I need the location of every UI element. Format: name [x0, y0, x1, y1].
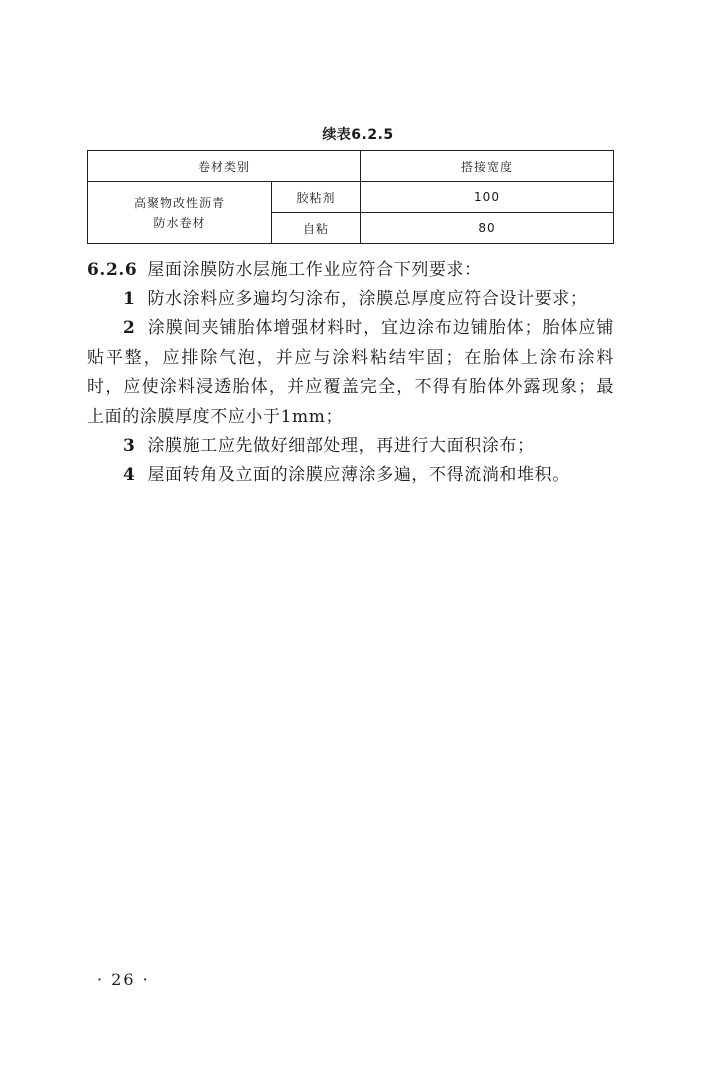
item-text: 涂膜施工应先做好细部处理，再进行大面积涂布； [147, 436, 535, 456]
item-text: 涂膜间夹铺胎体增强材料时，宜边涂布边铺胎体；胎体应铺贴平整，应排除气泡，并应与涂料粘结牢固；在胎体上涂布涂料时，应使涂料浸透胎体，并应覆盖完全，不得有胎体外露现象；最上面的涂膜厚度不应小于1mm； [87, 318, 614, 427]
category-line-1: 高聚物改性沥青 [133, 195, 225, 210]
list-item [87, 461, 614, 491]
clause-number: 6.2.6 [87, 260, 138, 280]
lap-width-cell: 80 [361, 213, 614, 244]
lap-width-table [87, 150, 614, 244]
list-item [87, 285, 614, 315]
clause-title: 屋面涂膜防水层施工作业应符合下列要求： [147, 260, 482, 280]
table-caption: 续表6.2.5 [322, 127, 394, 143]
material-category-cell [88, 182, 272, 244]
item-text: 防水涂料应多遍均匀涂布，涂膜总厚度应符合设计要求； [147, 289, 588, 309]
item-number: 3 [123, 436, 136, 456]
bond-type-cell: 自粘 [272, 213, 361, 244]
category-line-2: 防水卷材 [153, 215, 206, 230]
item-number: 2 [123, 318, 136, 338]
table-row [88, 182, 614, 213]
list-item [87, 314, 614, 432]
table-header-row [88, 151, 614, 182]
bond-type-cell: 胶粘剂 [272, 182, 361, 213]
list-item [87, 432, 614, 462]
lap-width-cell: 100 [361, 182, 614, 213]
header-lap-width: 搭接宽度 [361, 151, 614, 182]
clause-heading [87, 256, 614, 286]
item-text: 屋面转角及立面的涂膜应薄涂多遍，不得流淌和堆积。 [147, 465, 570, 485]
item-number: 1 [123, 289, 136, 309]
header-material-type: 卷材类别 [88, 151, 361, 182]
page-number: · 26 · [97, 970, 150, 989]
item-number: 4 [123, 465, 136, 485]
